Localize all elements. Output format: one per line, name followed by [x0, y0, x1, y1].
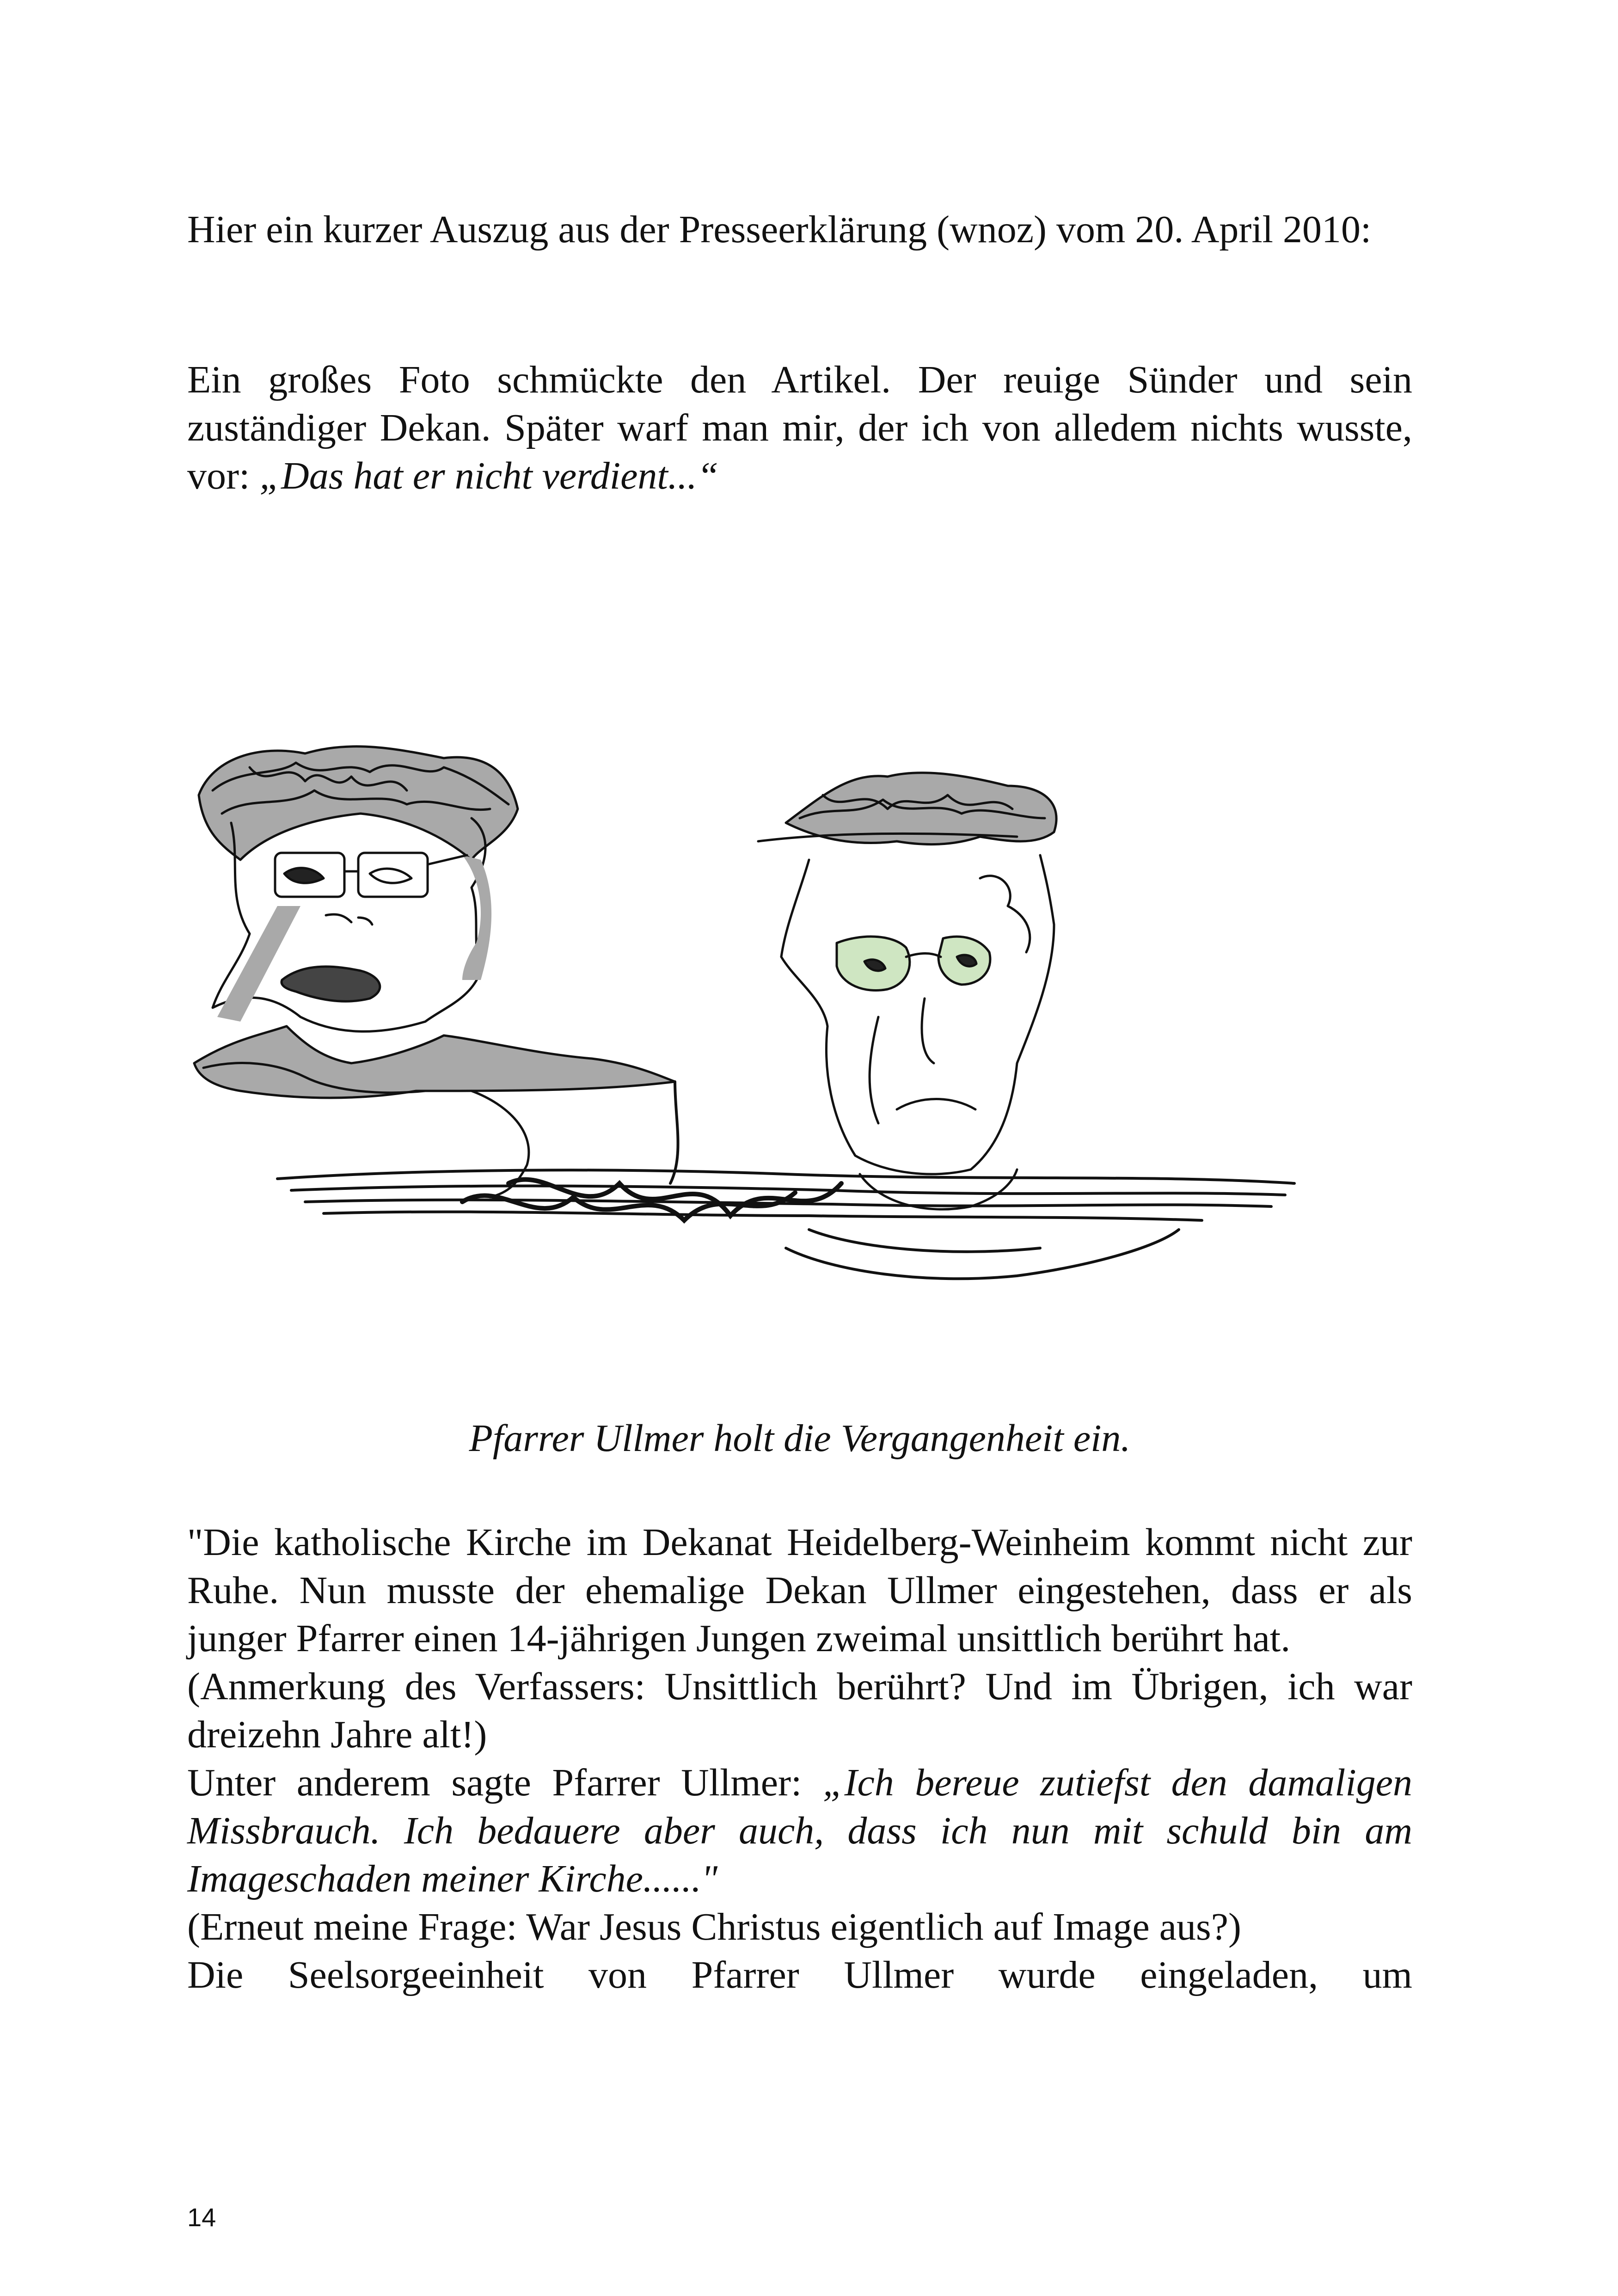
page-number: 14	[187, 2203, 216, 2232]
ullmer-statement	[187, 1759, 1412, 1903]
ullmer-quote: „Ich bereue zutiefst den damaligen Missbrauch. Ich bedauere aber auch, dass ich nun mit schuld bin am Imageschaden meiner Kirche......"	[187, 1761, 1413, 1900]
last-line: Die Seelsorgeeinheit von Pfarrer Ullmer wurde eingeladen, um	[187, 1953, 1412, 1996]
illustration-caption: Pfarrer Ullmer holt die Vergangenheit ein.	[469, 1417, 1131, 1460]
author-question: (Erneut meine Frage: War Jesus Christus eigentlich auf Image aus?)	[187, 1905, 1241, 1948]
photo-quote: „Das hat er nicht verdient...“	[259, 454, 719, 497]
press-quote-section	[187, 1518, 1412, 1999]
desk-scribble	[277, 1082, 1294, 1279]
ullmer-intro: Unter anderem sagte Pfarrer Ullmer:	[187, 1761, 823, 1804]
press-quote-line: "Die katholische Kirche im Dekanat Heidelberg-Weinheim kommt nicht zur Ruhe. Nun musste der ehemalige Dekan Ullmer eingestehen, dass er als junger Pfarrer einen 14-jährigen Jungen zweimal unsittlich berührt hat.	[187, 1521, 1412, 1660]
left-figure	[194, 747, 675, 1197]
right-figure	[758, 773, 1056, 1209]
photo-text: Ein großes Foto schmückte den Artikel. Der reuige Sünder und sein zuständiger Dekan. Später warf man mir, der ich von alledem nichts wusste, vor:	[187, 358, 1412, 497]
intro-paragraph	[187, 206, 1412, 254]
author-note: (Anmerkung des Verfassers: Unsittlich berührt? Und im Übrigen, ich war dreizehn Jahre alt!)	[187, 1665, 1412, 1756]
photo-paragraph	[187, 356, 1412, 500]
intro-text: Hier ein kurzer Auszug aus der Presseerklärung (wnoz) vom 20. April 2010:	[187, 208, 1372, 251]
sketch-illustration	[185, 740, 1304, 1322]
